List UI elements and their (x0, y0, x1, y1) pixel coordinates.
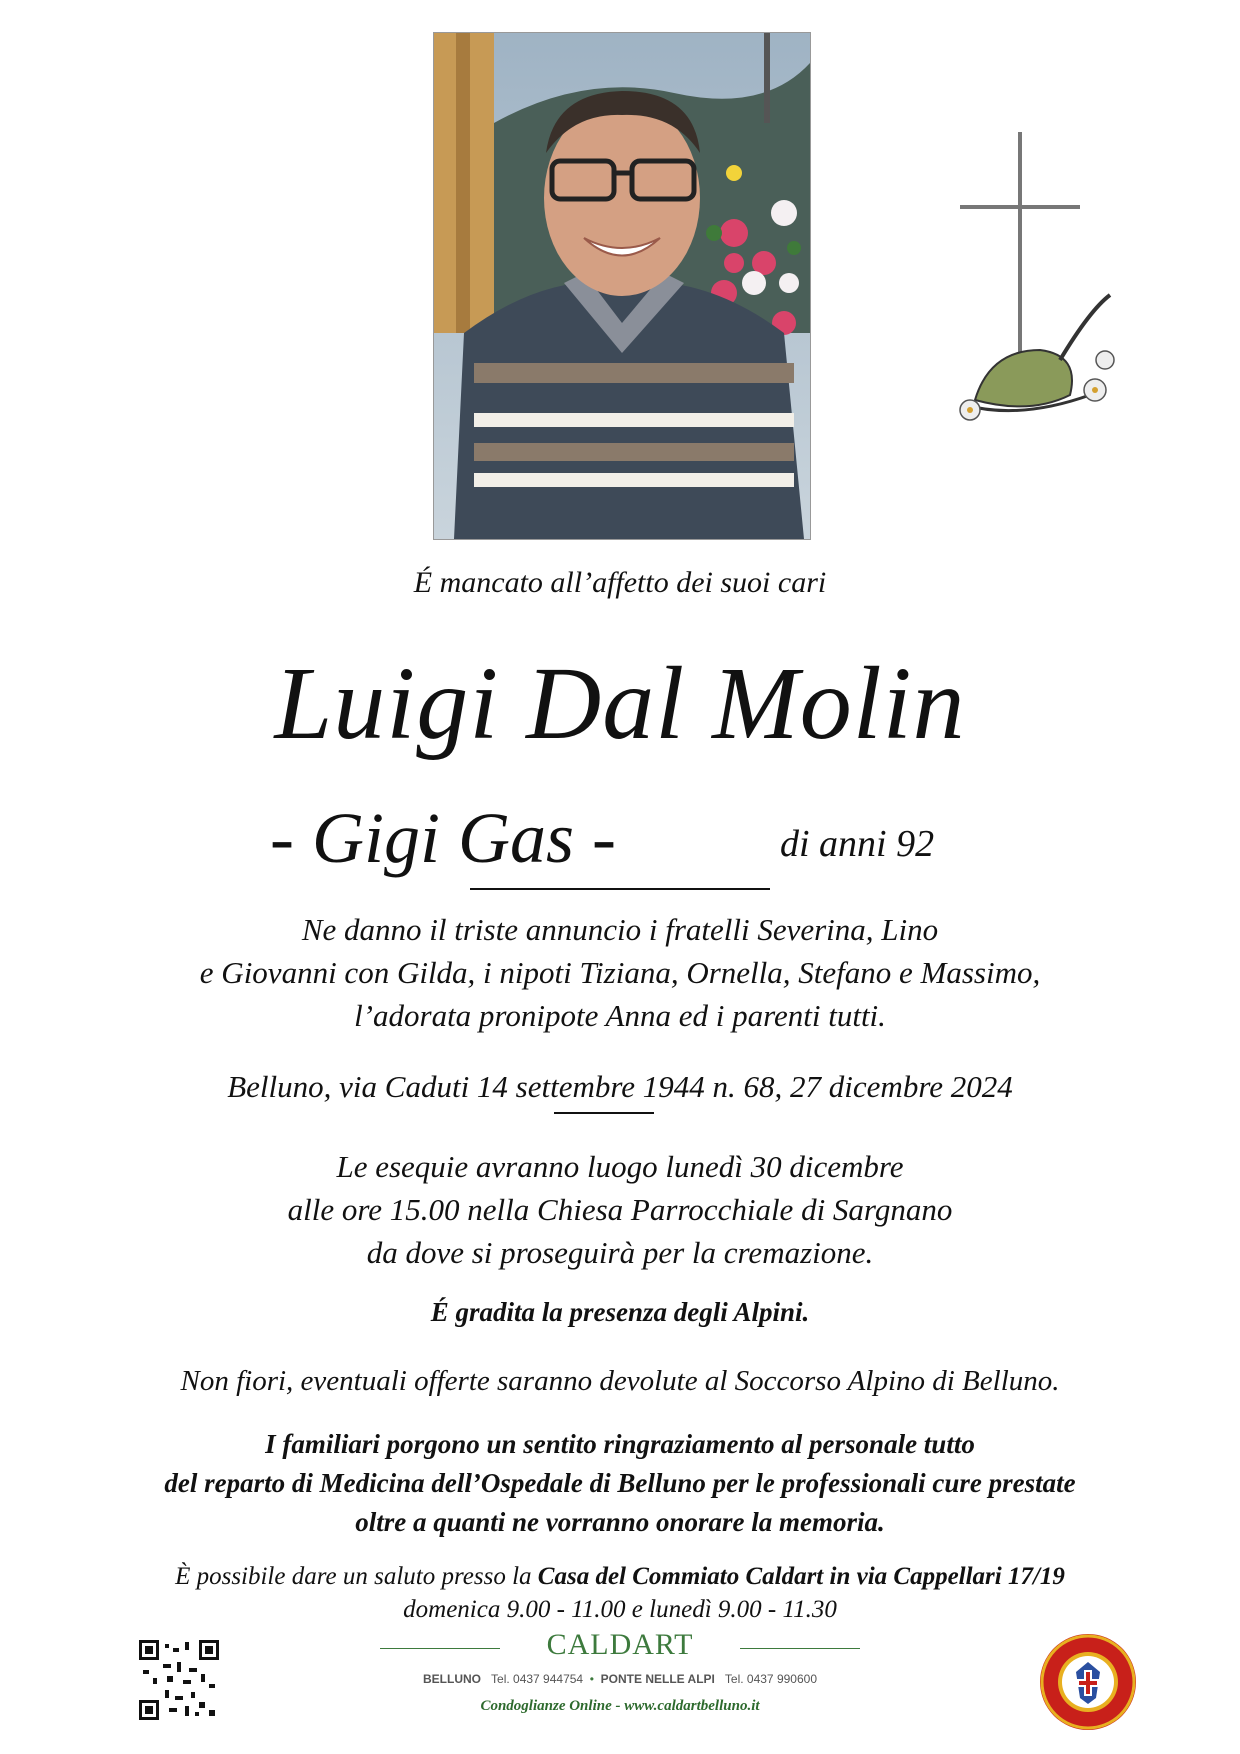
city-label: PONTE NELLE ALPI (600, 1672, 715, 1686)
deceased-name: Luigi Dal Molin (274, 646, 966, 761)
nickname: - Gigi Gas - (270, 798, 616, 878)
phone-number: Tel. 0437 990600 (724, 1672, 817, 1686)
contact-row (380, 1672, 860, 1686)
separator-dot-icon: • (589, 1672, 594, 1686)
intro-text: É mancato all’affetto dei suoi cari (413, 566, 827, 599)
funeral-line: alle ore 15.00 nella Chiesa Parrocchiale di Sargnano (287, 1192, 953, 1227)
announcement-line: e Giovanni con Gilda, i nipoti Tiziana, Ornella, Stefano e Massimo, (199, 955, 1041, 990)
funeral-line: da dove si proseguirà per la cremazione. (366, 1235, 874, 1270)
phone-number: Tel. 0437 944754 (491, 1672, 584, 1686)
thanks-block (0, 1425, 1240, 1542)
funeral-block (0, 1145, 1240, 1274)
visit-block (0, 1560, 1240, 1626)
age-text: di anni 92 (780, 823, 935, 865)
thanks-line: I familiari porgono un sentito ringraziamento al personale tutto (265, 1429, 975, 1459)
brand-name: CALDART (546, 1628, 694, 1661)
announcement-block (0, 908, 1240, 1037)
flowers-note: Non fiori, eventuali offerte saranno devolute al Soccorso Alpino di Belluno. (180, 1365, 1060, 1397)
announcement-line: Ne danno il triste annuncio i fratelli Severina, Lino (301, 912, 939, 947)
funeral-line: Le esequie avranno luogo lunedì 30 dicembre (336, 1149, 904, 1184)
divider (554, 1112, 654, 1114)
visit-line (0, 1560, 1240, 1593)
divider (470, 888, 770, 890)
visit-prefix: È possibile dare un saluto presso la (175, 1563, 538, 1590)
visit-place: Casa del Commiato Caldart in via Cappellari 17/19 (537, 1563, 1065, 1590)
alpini-note: É gradita la presenza degli Alpini. (430, 1297, 810, 1327)
city-label: BELLUNO (423, 1672, 481, 1686)
soccorso-alpino-seal-icon (1038, 1632, 1138, 1732)
thanks-line: oltre a quanti ne vorranno onorare la memoria. (355, 1507, 885, 1537)
announcement-line: l’adorata pronipote Anna ed i parenti tutti. (354, 998, 886, 1033)
qr-code-icon[interactable] (139, 1640, 219, 1720)
cross-alpine-hat-icon (940, 110, 1130, 460)
deceased-photo (433, 32, 811, 540)
thanks-line: del reparto di Medicina dell’Ospedale di Belluno per le professionali cure prestate (164, 1468, 1076, 1498)
website-link[interactable]: Condoglianze Online - www.caldartbelluno.it (480, 1698, 760, 1714)
visit-hours: domenica 9.00 - 11.00 e lunedì 9.00 - 11.30 (403, 1596, 837, 1623)
place-date: Belluno, via Caduti 14 settembre 1944 n. 68, 27 dicembre 2024 (227, 1069, 1013, 1104)
